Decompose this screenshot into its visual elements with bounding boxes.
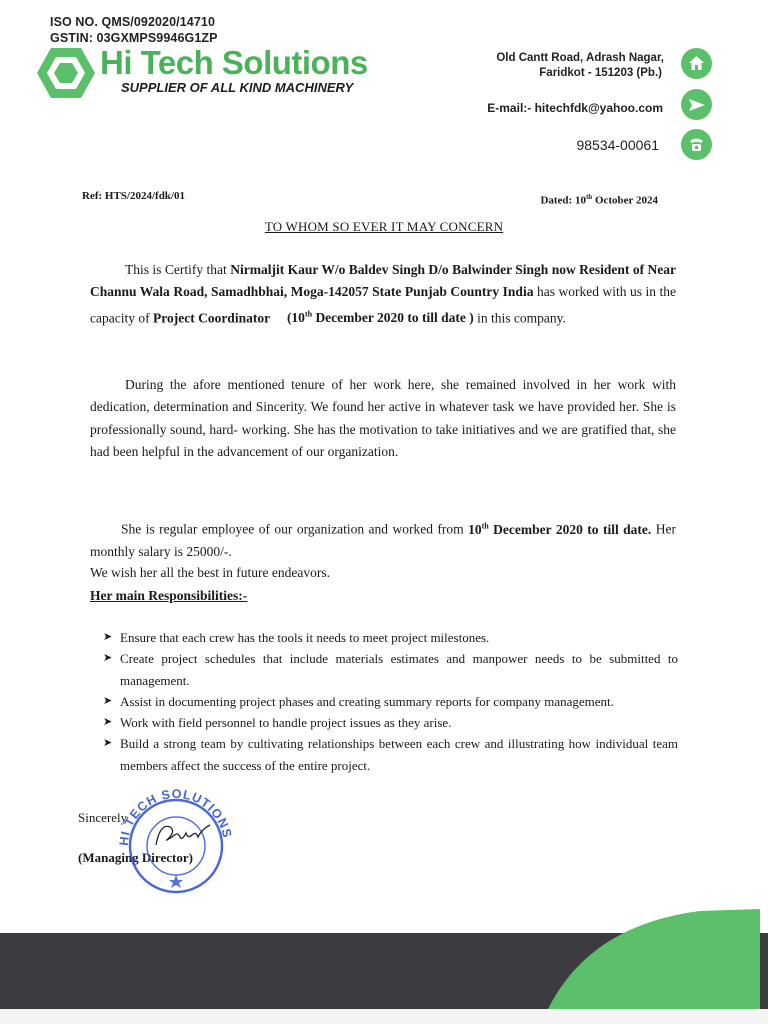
wishes-line: We wish her all the best in future endeavors. (90, 565, 330, 580)
arrow-bullet-icon: ➤ (103, 694, 113, 707)
arrow-bullet-icon: ➤ (103, 737, 113, 750)
address-line-1: Old Cantt Road, Adrash Nagar, (496, 52, 664, 64)
send-icon (681, 89, 712, 120)
list-item: ➤ Create project schedules that include materials estimates and manpower needs to be submitted to management. (103, 648, 678, 691)
company-logo-icon (35, 46, 97, 100)
company-tagline: SUPPLIER OF ALL KIND MACHINERY (121, 80, 354, 95)
footer-band (0, 905, 768, 1024)
reference-number: Ref: HTS/2024/fdk/01 (82, 190, 185, 202)
certification-paragraph: This is Certify that Nirmaljit Kaur W/o Baldev Singh D/o Balwinder Singh now Resident of Near Channu Wala Road, Samadhbhai, Moga-142057 State Punjab Country India has worked with us in the capacity of Project Coordinator (10th December 2020 to till date ) in this company. (90, 262, 677, 326)
list-item: ➤ Build a strong team by cultivating relationships between each crew and illustrating how individual team members affect the success of the entire project. (103, 733, 678, 776)
arrow-bullet-icon: ➤ (103, 631, 113, 643)
gstin-number: GSTIN: 03GXMPS9946G1ZP (50, 31, 218, 45)
list-item: ➤ Ensure that each crew has the tools it needs to meet project milestones. (103, 627, 678, 648)
phone-icon (681, 129, 712, 160)
employment-paragraph: She is regular employee of our organization and worked from 10th December 2020 to till date. Her monthly salary is 25000/-. (90, 521, 676, 559)
letter-heading: TO WHOM SO EVER IT MAY CONCERN (264, 219, 504, 234)
letter-date: Dated: 10th October 2024 (540, 193, 658, 207)
arrow-bullet-icon: ➤ (103, 652, 113, 665)
responsibilities-heading: Her main Responsibilities:- (90, 588, 248, 603)
responsibilities-list (103, 627, 678, 776)
phone-number: 98534-00061 (576, 137, 659, 153)
email-address: E-mail:- hitechfdk@yahoo.com (487, 101, 663, 115)
signatory-title: (Managing Director) (78, 850, 193, 865)
closing-salutation: Sincerely (78, 810, 128, 825)
svg-text:HI TECH SOLUTIONS: HI TECH SOLUTIONS (116, 786, 235, 847)
company-name: Hi Tech Solutions (100, 44, 368, 81)
iso-number: ISO NO. QMS/092020/14710 (50, 15, 215, 29)
performance-paragraph: During the afore mentioned tenure of her work here, she remained involved in her work with dedication, determination and Sincerity. We found her active in whatever task we have provided her. She is professionally sound, hard- working. She has the motivation to take initiatives and we are gratified that, she had been helpful in the advancement of our organization. (90, 377, 676, 460)
address-line-2: Faridkot - 151203 (Pb.) (539, 67, 662, 79)
arrow-bullet-icon: ➤ (103, 716, 113, 729)
list-item: ➤ Assist in documenting project phases and creating summary reports for company management. (103, 691, 678, 712)
home-icon (681, 48, 712, 79)
list-item: ➤ Work with field personnel to handle project issues as they arise. (103, 712, 678, 733)
signature-icon (150, 815, 220, 855)
